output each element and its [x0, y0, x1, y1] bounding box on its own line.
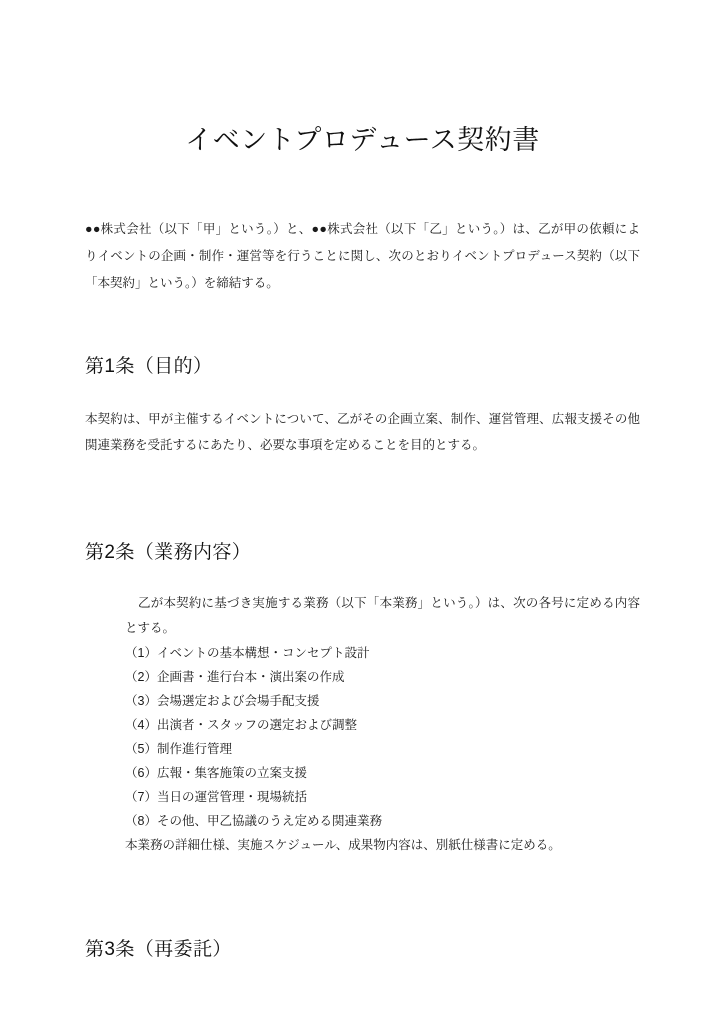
- article-1-body: 本契約は、甲が主催するイベントについて、乙がその企画立案、制作、運営管理、広報支援その他関連業務を受託するにあたり、必要な事項を定めることを目的とする。: [85, 411, 640, 453]
- article-2-content: [125, 568, 640, 857]
- list-item: （4）出演者・スタッフの選定および調整: [125, 717, 357, 732]
- page-title: イベントプロデュース契約書: [185, 125, 540, 155]
- article-2-item-list: [125, 641, 640, 833]
- list-item: （5）制作進行管理: [125, 741, 232, 756]
- article-3-heading: 第3条（再委託）: [85, 938, 232, 960]
- list-item: （2）企画書・進行台本・演出案の作成: [125, 669, 345, 684]
- article-2-closing-note: 本業務の詳細仕様、実施スケジュール、成果物内容は、別紙仕様書に定める。: [125, 837, 561, 852]
- list-item: （1）イベントの基本構想・コンセプト設計: [125, 645, 370, 660]
- list-item: （8）その他、甲乙協議のうえ定める関連業務: [125, 813, 382, 828]
- article-2-heading: 第2条（業務内容）: [85, 542, 252, 564]
- article-1-heading: 第1条（目的）: [85, 356, 213, 378]
- article-2-intro: 乙が本契約に基づき実施する業務（以下「本業務」という。）は、次の各号に定める内容とする。: [125, 595, 640, 635]
- list-item: （6）広報・集客施策の立案支援: [125, 765, 307, 780]
- preamble-paragraph: ●●株式会社（以下「甲」という。）と、●●株式会社（以下「乙」という。）は、乙が甲の依頼によりイベントの企画・制作・運営等を行うことに関し、次のとおりイベントプロデュース契約（以下「本契約」という。）を締結する。: [85, 222, 640, 291]
- document-body: [85, 0, 640, 964]
- list-item: （7）当日の運営管理・現場統括: [125, 789, 307, 804]
- list-item: （3）会場選定および会場手配支援: [125, 693, 320, 708]
